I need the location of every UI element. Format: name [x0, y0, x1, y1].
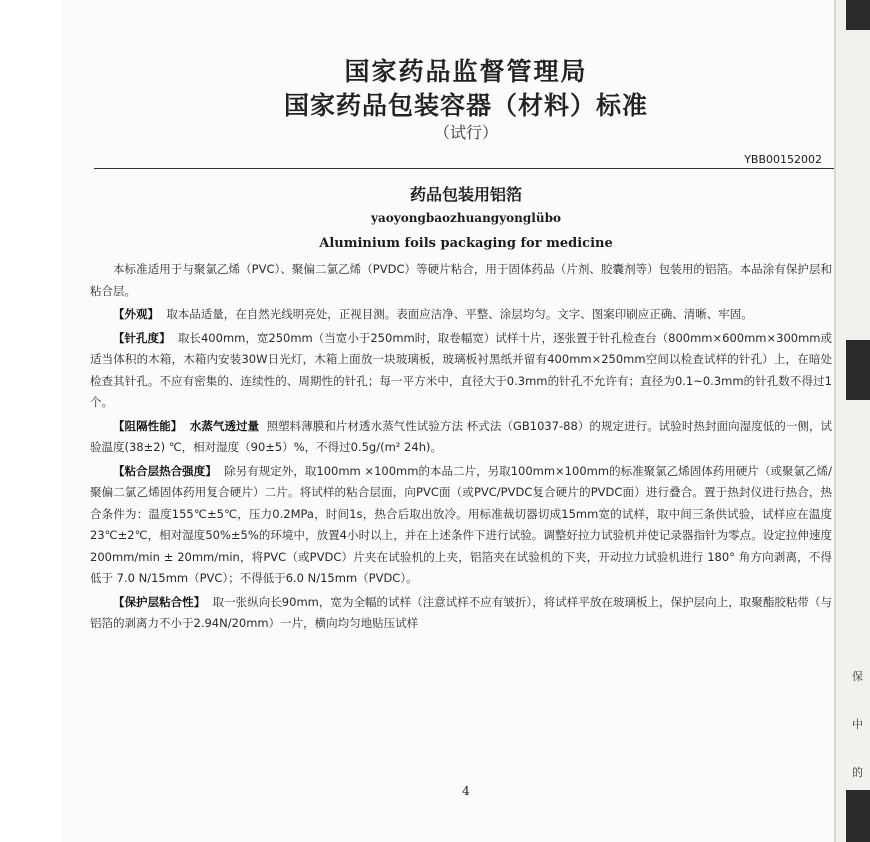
protective-layer-section: [90, 592, 832, 635]
appearance-section: [90, 304, 832, 326]
standard-code: YBB00152002: [744, 153, 822, 166]
standard-title-english: Aluminium foils packaging for medicine: [319, 236, 613, 251]
intro-paragraph: 本标准适用于与聚氯乙烯（PVC）、聚偏二氯乙烯（PVDC）等硬片粘合，用于固体药品（片剂、胶囊剂等）包装用的铝箔。本品涂有保护层和粘合层。: [90, 262, 832, 298]
standard-body: [90, 259, 832, 637]
adjacent-page-char: 保: [852, 670, 863, 683]
barrier-section: [90, 416, 832, 459]
edge-shadow-bottom: [846, 790, 870, 842]
barrier-label: 【阻隔性能】: [113, 418, 183, 433]
page-number: 4: [462, 784, 470, 798]
adjacent-page-char: 中: [852, 718, 863, 731]
header-rule: [94, 168, 834, 169]
heatseal-text: 除另有规定外，取100mm ×100mm的本品二片，另取100mm×100mm的标准聚氯乙烯固体药用硬片（或聚氯乙烯/聚偏二氯乙烯固体药用复合硬片）二片。将试样的粘合层面，向PVC面（或PVC/PVDC复合硬片的PVDC面）进行叠合。置于热封仪进行热合，热合条件为：温度155℃±5℃，压力0.2MPa，时间1s，热合后取出放冷。用标准裁切器切成15mm宽的试样，取中间三条供试验，试样应在温度23℃±2℃，相对湿度50%±5%的环境中，放置4小时以上，并在上述条件下进行试验。调整好拉力试验机并使记录器指针为零点。设定拉伸速度200mm/min ± 20mm/min，将PVC（或PVDC）片夹在试验机的上夹，铝箔夹在试验机的下夹，开动拉力试验机进行 180° 角方向剥离，不得低于 7.0 N/15mm（PVC）；不得低于6.0 N/15mm（PVDC）。: [90, 463, 833, 585]
edge-shadow-top: [846, 0, 870, 30]
standard-series-title: 国家药品包装容器（材料）标准: [283, 91, 648, 120]
standard-title-pinyin: yaoyongbaozhuangyonglübo: [371, 211, 561, 225]
trial-label: （试行）: [433, 123, 498, 142]
protective-layer-text: 取一张纵向长90mm，宽为全幅的试样（注意试样不应有皱折），将试样平放在玻璃板上，保护层向上，取聚酯胶粘带（与铝箔的剥离力不小于2.94N/20mm）一片，横向均匀地贴压试样: [90, 594, 832, 630]
issuing-authority: 国家药品监督管理局: [344, 57, 588, 86]
appearance-text: 取本品适量，在自然光线明亮处，正视目测。表面应洁净、平整、涂层均匀。文字、图案印刷应正确、清晰、牢固。: [166, 307, 753, 321]
heatseal-section: [90, 461, 832, 590]
document-page: [62, 0, 870, 842]
adjacent-page-char: 的: [852, 766, 863, 779]
pinhole-text: 取长400mm，宽250mm（当宽小于250mm时，取卷幅宽）试样十片，逐张置于针孔检查台（800mm×600mm×300mm或适当体积的木箱，木箱内安装30W日光灯，木箱上面放一块玻璃板，玻璃板衬黑纸并留有400mm×250mm空间以检查试样的针孔）上，在暗处检查其针孔。不应有密集的、连续性的、周期性的针孔；每一平方米中，直径大于0.3mm的针孔不允许有；直径为0.1~0.3mm的针孔数不得过1个。: [90, 330, 833, 409]
protective-layer-label: 【保护层粘合性】: [113, 594, 206, 609]
edge-shadow-mid: [846, 340, 870, 400]
heatseal-label: 【粘合层热合强度】: [113, 463, 217, 478]
pinhole-label: 【针孔度】: [113, 330, 171, 345]
barrier-sublabel: 水蒸气透过量: [189, 418, 260, 433]
pinhole-section: [90, 328, 832, 414]
appearance-label: 【外观】: [113, 307, 159, 321]
standard-title-chinese: 药品包装用铝箔: [409, 185, 522, 204]
barrier-text: 照塑料薄膜和片材透水蒸气性试验方法 杯式法（GB1037-88）的规定进行。试验时热封面向湿度低的一侧，试验温度(38±2) ℃，相对湿度（90±5）%，不得过0.5g/(m² 24h)。: [90, 418, 833, 454]
